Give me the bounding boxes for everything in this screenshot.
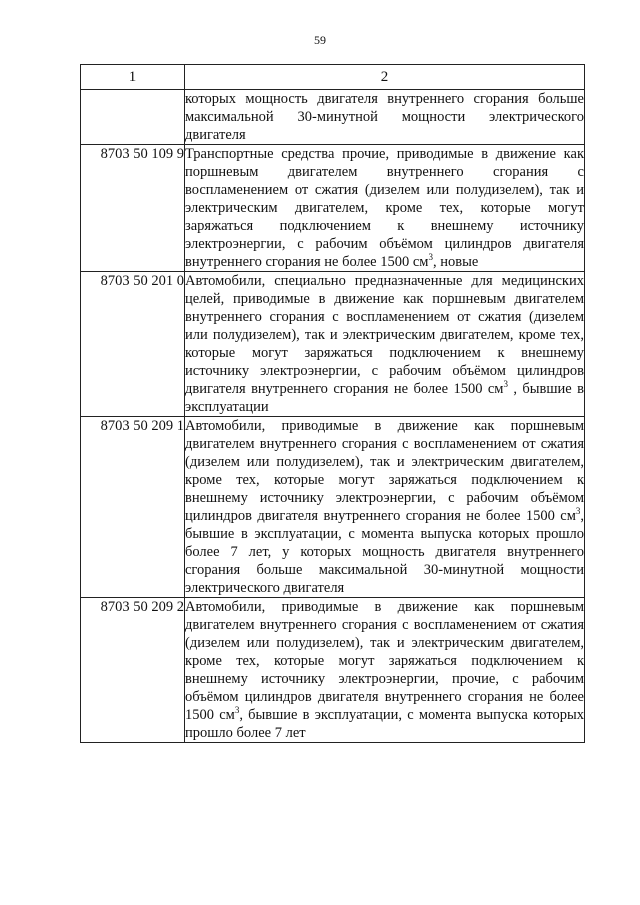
- superscript: 3: [575, 506, 581, 516]
- row-description-text: Автомобили, приводимые в движение как поршневым двигателем внутреннего сгорания с воспламенением от сжатия (дизелем или полудизелем), так и электрическим двигателем, кроме тех, которые могут заряжаться подключением к внешнему источнику электроэнергии, с рабочим объёмом цилиндров двигателя внутреннего сгорания не более 1500 см: [185, 418, 584, 524]
- table-row: [81, 145, 585, 272]
- row-code: [81, 90, 185, 145]
- row-description-tail: , бывшие в эксплуатации, с момента выпуска которых прошло более 7 лет, у которых мощность двигателя внутреннего сгорания больше максимальной 30-минутной мощности электрического двигателя: [185, 508, 584, 596]
- row-description-tail: , бывшие в эксплуатации: [185, 381, 584, 415]
- row-description: [185, 417, 585, 598]
- table-row: [81, 272, 585, 417]
- row-description-text: Транспортные средства прочие, приводимые в движение как поршневым двигателем внутреннего сгорания с воспламенением от сжатия (дизелем или полудизелем), так и электрическим двигателем, кроме тех, которые могут заряжаться подключением к внешнему источнику электроэнергии, с рабочим объёмом цилиндров двигателя внутреннего сгорания не более 1500 см: [185, 146, 584, 270]
- column-header-description: 2: [185, 65, 585, 90]
- table-row: [81, 417, 585, 598]
- row-code: 8703 50 209 1: [81, 417, 185, 598]
- superscript: 3: [428, 252, 433, 262]
- row-description-tail: , новые: [432, 254, 479, 270]
- page-number: 59: [314, 33, 326, 47]
- row-description-text: Автомобили, специально предназначенные для медицинских целей, приводимые в движение как поршневым двигателем внутреннего сгорания с воспламенением от сжатия (дизелем или полудизелем), так и электрическим двигателем, кроме тех, которые могут заряжаться подключением к внешнему источнику электроэнергии, с рабочим объёмом цилиндров двигателя внутреннего сгорания не более 1500 см: [185, 273, 584, 397]
- superscript: 3: [234, 705, 240, 715]
- row-description: которых мощность двигателя внутреннего сгорания больше максимальной 30-минутной мощности электрического двигателя: [185, 91, 584, 143]
- row-description: [185, 272, 585, 417]
- column-header-code: 1: [81, 65, 185, 90]
- tariff-code-table: [80, 64, 585, 743]
- superscript: 3: [503, 379, 508, 389]
- table-row: [81, 90, 585, 145]
- row-description: [185, 598, 585, 743]
- table-row: [81, 598, 585, 743]
- table-header-row: [81, 65, 585, 90]
- row-description: [185, 145, 585, 272]
- row-code: 8703 50 209 2: [81, 598, 185, 743]
- row-description-tail: , бывшие в эксплуатации, с момента выпуска которых прошло более 7 лет: [185, 707, 584, 741]
- row-code: 8703 50 109 9: [81, 145, 185, 272]
- row-description-text: Автомобили, приводимые в движение как поршневым двигателем внутреннего сгорания с воспламенением от сжатия (дизелем или полудизелем), так и электрическим двигателем, кроме тех, которые могут заряжаться подключением к внешнему источнику электроэнергии, прочие, с рабочим объёмом цилиндров двигателя внутреннего сгорания не более 1500 см: [185, 599, 584, 723]
- row-code: 8703 50 201 0: [81, 272, 185, 417]
